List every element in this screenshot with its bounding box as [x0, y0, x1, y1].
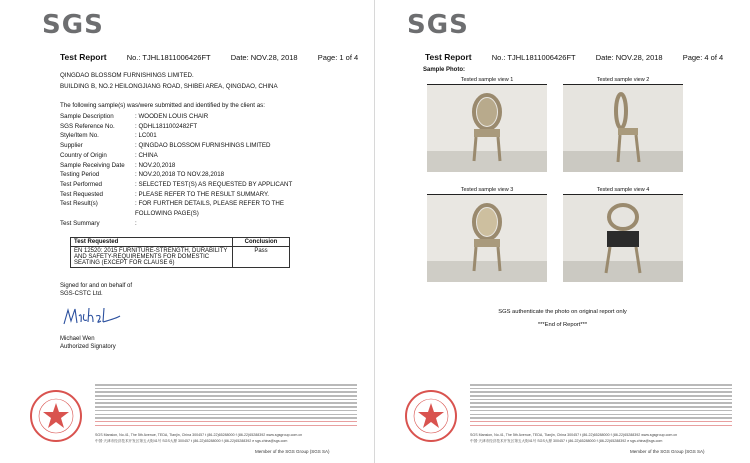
- signer-role: Authorized Signatory: [60, 344, 116, 350]
- report-date: Date: NOV.28, 2018: [595, 53, 663, 62]
- footer-address: SGS Mansion, No.41, The 5th Avenue, TEDA, Tianjin, China 300457 t (86-22)65288000 f (86-22)65288392 www.sgsgroup.com.cn: [95, 433, 303, 437]
- field-label: [60, 209, 133, 219]
- field-value: : NOV.20,2018: [135, 161, 176, 169]
- field-label: Test Result(s): [60, 200, 98, 208]
- member-text: Member of the SGS Group (SGS SA): [255, 449, 330, 454]
- field-value: : QINGDAO BLOSSOM FURNISHINGS LIMITED: [135, 142, 271, 150]
- signature-image: [62, 304, 122, 330]
- field-row: [60, 209, 305, 219]
- field-label: Sample Description: [60, 113, 114, 120]
- member-text: Member of the SGS Group (SGS SA): [630, 449, 705, 454]
- chair-photo-front: [427, 85, 547, 172]
- report-header: [60, 52, 375, 62]
- footer: [375, 380, 750, 463]
- sample-photo: [427, 186, 547, 282]
- field-label: Sample Receiving Date: [60, 161, 125, 169]
- signer-block: [60, 335, 116, 351]
- table-header-row: [71, 238, 290, 247]
- field-label: SGS Reference No.: [60, 122, 115, 130]
- field-value: : QDHL1811002482FT: [135, 122, 198, 130]
- sample-photo: [427, 76, 547, 172]
- field-label: Test Performed: [60, 180, 102, 188]
- field-label: Supplier: [60, 142, 83, 150]
- signed-company: SGS-CSTC Ltd.: [60, 291, 103, 297]
- field-row: [60, 141, 305, 151]
- chair-photo-side: [563, 85, 683, 172]
- page-number: Page: 4 of 4: [682, 53, 724, 62]
- field-row: [60, 151, 305, 161]
- table-header: Conclusion: [233, 238, 290, 247]
- report-number: No.: TJHL1811006426FT: [126, 53, 211, 62]
- disclaimer-text: [470, 384, 732, 428]
- field-label: Test Summary: [60, 219, 100, 227]
- field-row: [60, 199, 305, 209]
- disclaimer-text: [95, 384, 357, 428]
- signed-block: [60, 282, 132, 298]
- field-row: [60, 112, 305, 122]
- signer-name: Michael Wen: [60, 336, 95, 342]
- intro-text: The following sample(s) was/were submitted and identified by the client as:: [60, 102, 265, 109]
- client-address: BUILDING B, NO.2 HEILONGJIANG ROAD, SHIBEI AREA, QINGDAO, CHINA: [60, 83, 278, 90]
- end-of-report: ***End of Report***: [537, 322, 588, 328]
- field-row: [60, 131, 305, 141]
- footer-address: SGS Mansion, No.41, The 5th Avenue, TEDA, Tianjin, China 300457 t (86-22)65288000 f (86-22)65288392 www.sgsgroup.com.cn: [470, 433, 678, 437]
- report-date: Date: NOV.28, 2018: [230, 53, 298, 62]
- client-name: QINGDAO BLOSSOM FURNISHINGS LIMITED.: [60, 72, 194, 79]
- field-label: Style/Item No.: [60, 132, 99, 140]
- sgs-logo: SGS: [42, 10, 104, 40]
- field-label: Test Requested: [60, 190, 103, 198]
- field-label: Testing Period: [60, 171, 100, 179]
- table-cell: Pass: [233, 247, 290, 268]
- sample-fields: [60, 112, 305, 228]
- field-value: : LC001: [135, 132, 157, 140]
- photo-note: SGS authenticate the photo on original report only: [498, 309, 627, 315]
- signed-line: Signed for and on behalf of: [60, 283, 133, 289]
- report-title: Test Report: [425, 52, 472, 62]
- page-number: Page: 1 of 4: [317, 53, 359, 62]
- table-header: Test Requested: [71, 238, 233, 247]
- photo-caption: Tested sample view 2: [563, 76, 683, 85]
- table-row: [71, 247, 290, 268]
- report-header: [425, 52, 741, 62]
- field-label: Country of Origin: [60, 151, 107, 159]
- photo-caption: Tested sample view 1: [427, 76, 547, 85]
- table-cell: EN 12520: 2015 FURNITURE-STRENGTH, DURABILITY AND SAFETY-REQUIREMENTS FOR DOMESTIC SEATING (EXCEPT FOR CLAUSE 6): [71, 247, 233, 268]
- field-row: [60, 180, 305, 190]
- chair-photo-back: [427, 195, 547, 282]
- client-block: [60, 70, 278, 92]
- footer: [0, 380, 375, 463]
- sample-photo-heading: Sample Photo:: [423, 67, 466, 73]
- field-value: : NOV.20,2018 TO NOV.28,2018: [135, 171, 225, 179]
- report-number: No.: TJHL1811006426FT: [491, 53, 576, 62]
- field-row: [60, 161, 305, 171]
- field-value: : FOR FURTHER DETAILS, PLEASE REFER TO THE: [135, 200, 284, 208]
- field-row: [60, 190, 305, 200]
- photo-caption: Tested sample view 4: [563, 186, 683, 195]
- report-page-4: [375, 0, 750, 463]
- field-value: : CHINA: [135, 151, 158, 159]
- photo-caption: Tested sample view 3: [427, 186, 547, 195]
- footer-address-cn: 中国·天津市经济技术开发区第五大街41号 SGS大厦 300457 t (86-22)65288000 f (86-22)65288392 e sgs.china@sgs.com: [470, 439, 663, 443]
- field-row: [60, 170, 305, 180]
- field-value: : PLEASE REFER TO THE RESULT SUMMARY.: [135, 190, 269, 198]
- sgs-logo: SGS: [407, 10, 469, 40]
- test-summary-table: [70, 237, 290, 268]
- field-value: FOLLOWING PAGE(S): [135, 210, 199, 218]
- sample-photo: [563, 186, 683, 282]
- footer-address-cn: 中国·天津市经济技术开发区第五大街41号 SGS大厦 300457 t (86-22)65288000 f (86-22)65288392 e sgs.china@sgs.com: [95, 439, 288, 443]
- field-value: : WOODEN LOUIS CHAIR: [135, 113, 209, 120]
- report-title: Test Report: [60, 52, 107, 62]
- field-row: [60, 219, 305, 229]
- field-value: :: [135, 219, 137, 227]
- company-seal-icon: [403, 388, 459, 444]
- chair-photo-underside: [563, 195, 683, 282]
- field-value: : SELECTED TEST(S) AS REQUESTED BY APPLICANT: [135, 180, 293, 188]
- company-seal-icon: [28, 388, 84, 444]
- field-row: [60, 122, 305, 132]
- sample-photo: [563, 76, 683, 172]
